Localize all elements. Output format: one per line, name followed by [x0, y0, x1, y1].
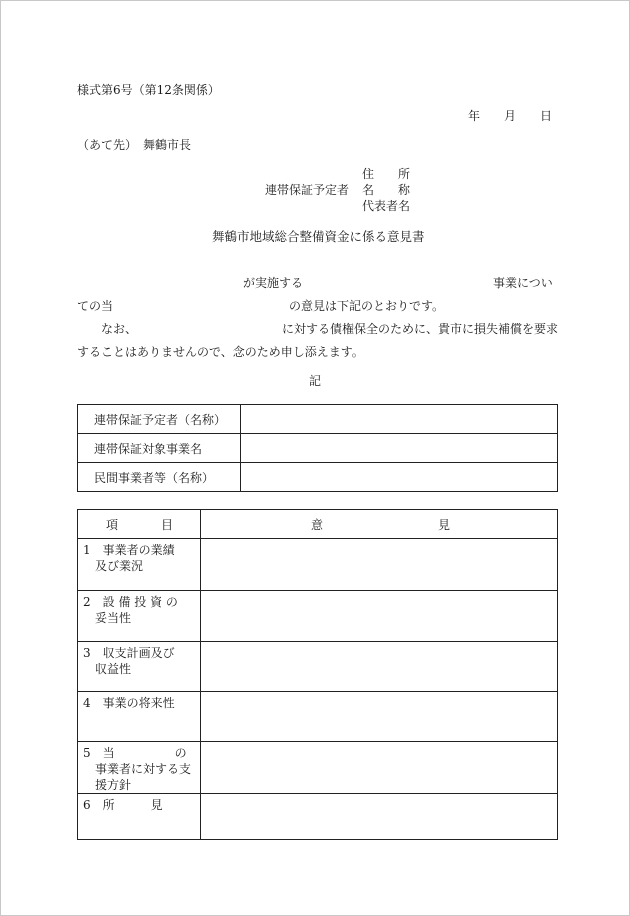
opinion-row — [78, 794, 558, 840]
address-label: 住 所 — [362, 167, 411, 181]
opinion-row — [78, 539, 558, 591]
info-value-cell — [241, 463, 558, 492]
ki-label: 記 — [309, 374, 322, 388]
opinion-item-label: 2 設 備 投 資 の 妥当性 — [83, 595, 178, 625]
opinion-item — [78, 692, 201, 742]
opinion-row — [78, 742, 558, 794]
opinion-cell — [201, 539, 558, 591]
opinion-row — [78, 642, 558, 692]
opinion-item — [78, 591, 201, 642]
applicant-label: 連帯保証予定者 — [265, 183, 350, 197]
info-value-cell — [241, 434, 558, 463]
info-row — [78, 434, 558, 463]
info-table — [77, 404, 558, 492]
header-opinion-char: 意 — [311, 517, 324, 532]
opinion-item-label: 1 事業者の業績 及び業況 — [83, 543, 175, 573]
representative-label: 代表者名 — [362, 199, 411, 213]
body-line4: することはありませんので、念のため申し添えます。 — [77, 345, 364, 359]
opinion-item-label: 3 収支計画及び 収益性 — [83, 646, 175, 676]
info-value-cell — [241, 405, 558, 434]
header-opinion — [201, 510, 558, 539]
opinion-cell — [201, 742, 558, 794]
opinion-item — [78, 794, 201, 840]
header-item — [78, 510, 201, 539]
info-label: 民間事業者等（名称） — [78, 463, 241, 492]
document-title: 舞鶴市地域総合整備資金に係る意見書 — [212, 229, 425, 244]
opinion-cell — [201, 794, 558, 840]
body-line3-b: に対する債権保全のために、貴市に損失補償を要求 — [282, 322, 559, 336]
info-label: 連帯保証対象事業名 — [78, 434, 241, 463]
opinion-table — [77, 509, 558, 840]
body-line3-a: なお、 — [101, 322, 138, 336]
date-day-label: 日 — [540, 109, 553, 123]
form-number: 様式第6号（第12条関係） — [77, 83, 220, 97]
opinion-item — [78, 742, 201, 794]
date-month-label: 月 — [504, 109, 517, 123]
name-label: 名 称 — [362, 183, 411, 197]
opinion-item — [78, 539, 201, 591]
opinion-row — [78, 591, 558, 642]
info-row — [78, 463, 558, 492]
opinion-cell — [201, 692, 558, 742]
body-line2-a: ての当 — [77, 299, 114, 313]
body-line1-a: が実施する — [243, 276, 304, 290]
opinion-item — [78, 642, 201, 692]
opinion-cell — [201, 642, 558, 692]
date-year-label: 年 — [468, 109, 481, 123]
body-line1-b: 事業につい — [493, 276, 553, 290]
opinion-row — [78, 692, 558, 742]
opinion-item-label: 4 事業の将来性 — [83, 696, 175, 710]
opinion-header-row — [78, 510, 558, 539]
info-row — [78, 405, 558, 434]
opinion-item-label: 6 所 見 — [83, 798, 163, 812]
info-label: 連帯保証予定者（名称） — [78, 405, 241, 434]
addressee: （あて先） 舞鶴市長 — [77, 138, 192, 152]
header-opinion-char: 見 — [437, 517, 450, 532]
body-line2-b: の意見は下記のとおりです。 — [289, 299, 445, 313]
header-item-char: 目 — [160, 517, 173, 532]
opinion-item-label: 5 当 の 事業者に対する支 援方針 — [83, 746, 192, 792]
header-item-char: 項 — [106, 517, 119, 532]
opinion-cell — [201, 591, 558, 642]
